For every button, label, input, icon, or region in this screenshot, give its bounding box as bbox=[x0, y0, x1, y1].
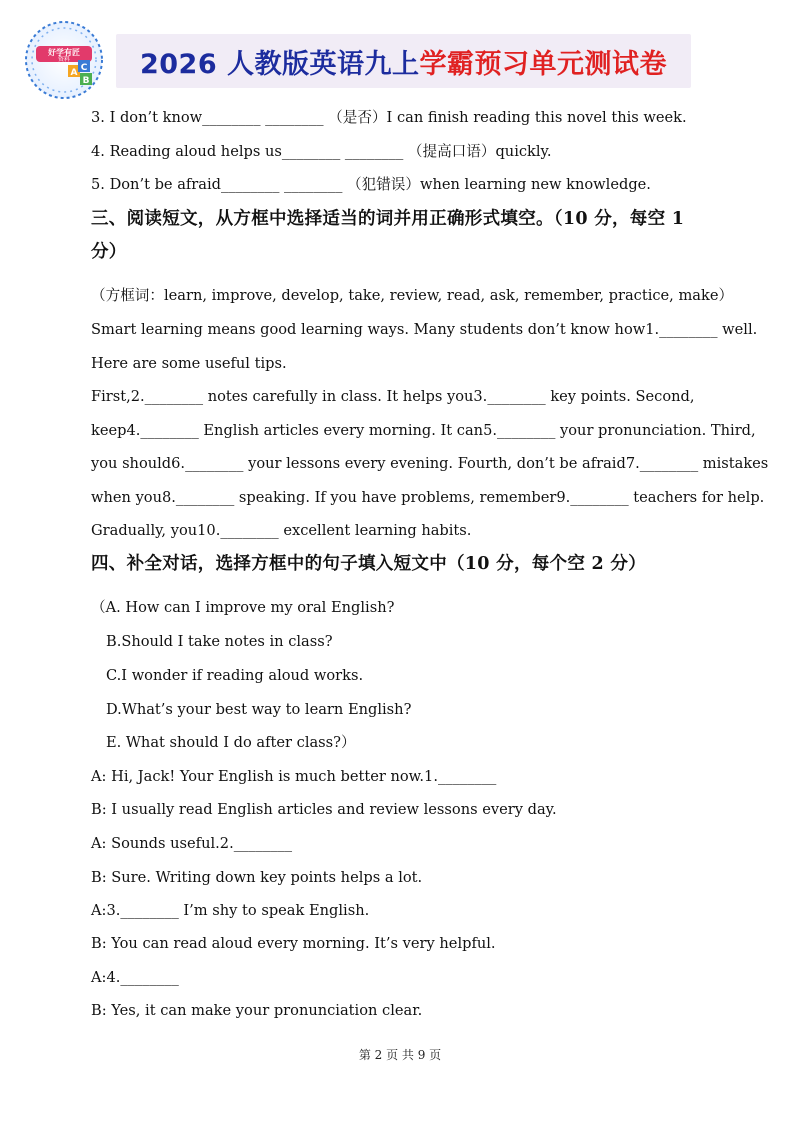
page-number: 第 2 页 共 9 页 bbox=[358, 1048, 442, 1062]
question-5: 5. Don’t be afraid________ ________ （犯错误）when learning new knowledge. bbox=[91, 176, 651, 193]
option-d: D.What’s your best way to learn English? bbox=[106, 701, 412, 718]
option-a: （A. How can I improve my oral English? bbox=[91, 599, 395, 616]
passage-line-2: Here are some useful tips. bbox=[91, 355, 287, 372]
question-3: 3. I don’t know________ ________ （是否）I can finish reading this novel this week. bbox=[91, 109, 687, 126]
section-3-heading: 三、阅读短文，从方框中选择适当的词并用正确形式填空。（10 分，每空 1 bbox=[91, 209, 685, 229]
section-4-heading: 四、补全对话，选择方框中的句子填入短文中（10 分，每个空 2 分） bbox=[91, 554, 647, 574]
section-3-heading-cont: 分） bbox=[91, 242, 127, 262]
passage-line-7: Gradually, you10.________ excellent learning habits. bbox=[91, 522, 472, 539]
option-e: E. What should I do after class?） bbox=[106, 734, 356, 751]
title-part-2: 学霸预习单元测试卷 bbox=[419, 48, 668, 80]
dialogue-line-1: A: Hi, Jack! Your English is much better now.1.________ bbox=[91, 768, 497, 785]
passage-line-6: when you8.________ speaking. If you have problems, remember9.________ teachers for help. bbox=[91, 489, 765, 506]
option-b: B.Should I take notes in class? bbox=[106, 633, 333, 650]
logo-text-2: 资料 bbox=[57, 56, 71, 63]
logo-block-c: C bbox=[80, 63, 88, 73]
dialogue-line-3: A: Sounds useful.2.________ bbox=[91, 835, 293, 852]
logo-block-b: B bbox=[82, 76, 90, 86]
dialogue-line-5: A:3.________ I’m shy to speak English. bbox=[91, 902, 370, 919]
passage-line-5: you should6.________ your lessons every evening. Fourth, don’t be afraid7.________ mistakes bbox=[91, 455, 769, 472]
question-4: 4. Reading aloud helps us________ ________ （提高口语）quickly. bbox=[91, 143, 552, 160]
dialogue-line-4: B: Sure. Writing down key points helps a lot. bbox=[91, 869, 423, 886]
page-title-banner bbox=[116, 34, 691, 88]
passage-line-3: First,2.________ notes carefully in class. It helps you3.________ key points. Second, bbox=[91, 388, 695, 405]
passage-line-4: keep4.________ English articles every morning. It can5.________ your pronunciation. Third, bbox=[91, 422, 756, 439]
option-c: C.I wonder if reading aloud works. bbox=[106, 667, 364, 684]
dialogue-line-8: B: Yes, it can make your pronunciation clear. bbox=[91, 1002, 423, 1019]
logo-text-1: 好学有匠 bbox=[48, 48, 80, 57]
dialogue-line-2: B: I usually read English articles and review lessons every day. bbox=[91, 801, 557, 818]
passage-line-1: Smart learning means good learning ways. Many students don’t know how1.________ well. bbox=[91, 321, 758, 338]
dialogue-line-7: A:4.________ bbox=[91, 969, 179, 986]
title-part-1: 2026 人教版英语九上 bbox=[139, 48, 420, 80]
publisher-logo bbox=[22, 18, 106, 102]
dialogue-line-6: B: You can read aloud every morning. It’s very helpful. bbox=[91, 935, 496, 952]
logo-block-a: A bbox=[70, 68, 78, 78]
word-box: （方框词：learn, improve, develop, take, review, read, ask, remember, practice, make） bbox=[91, 287, 734, 304]
